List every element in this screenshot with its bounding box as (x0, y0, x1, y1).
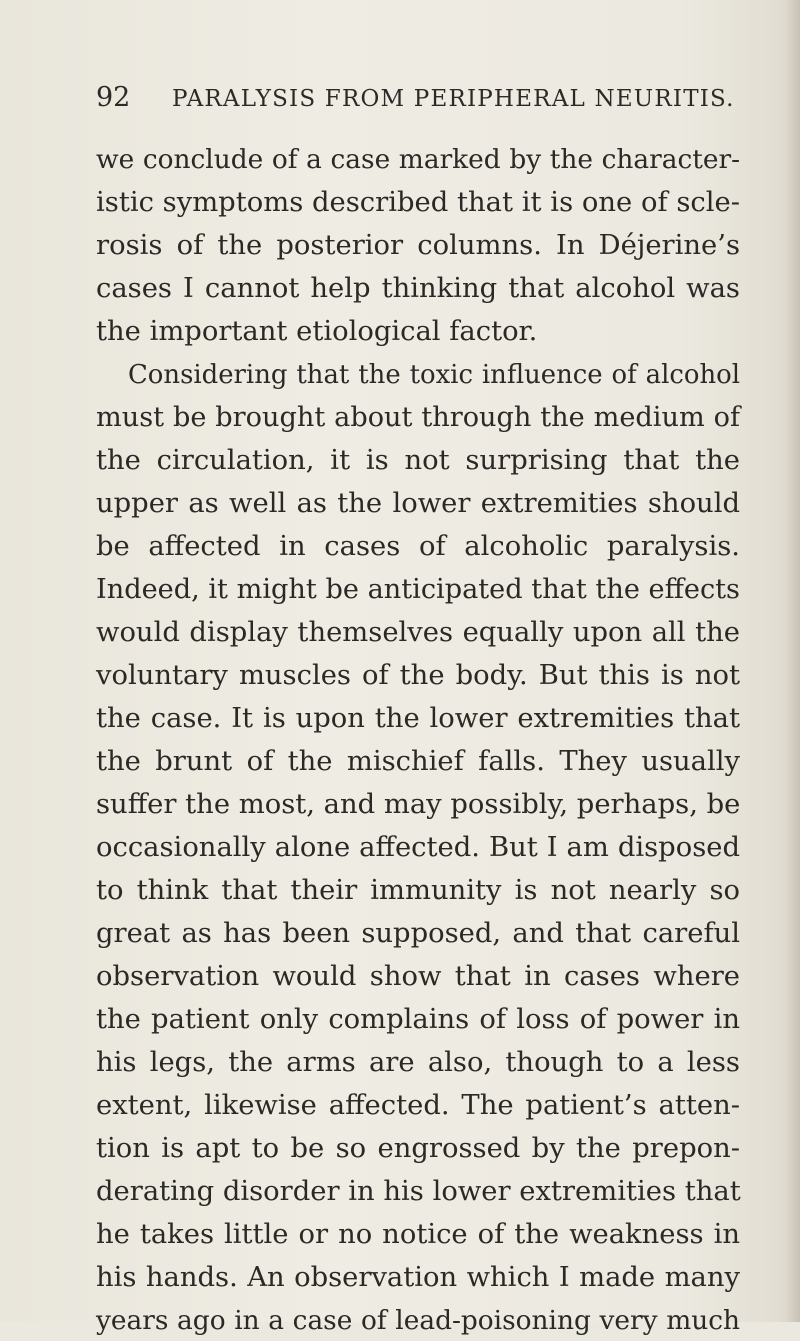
text-line: be affected in cases of alcoholic paralysis. (96, 531, 740, 562)
text-line: years ago in a case of lead-poisoning very much (96, 1305, 740, 1336)
text-line: voluntary muscles of the body. But this is not (96, 660, 740, 691)
text-line: upper as well as the lower extremities should (96, 488, 740, 519)
text-line: he takes little or no notice of the weakness in (96, 1219, 740, 1250)
text-line: Considering that the toxic influence of alcohol (128, 360, 740, 390)
text-line: occasionally alone affected. But I am disposed (96, 832, 740, 863)
page-number: 92 (96, 82, 131, 113)
text-line: derating disorder in his lower extremities that (96, 1176, 741, 1207)
text-line: the circulation, it is not surprising that the (96, 445, 740, 476)
text-line: rosis of the posterior columns. In Déjerine’s (96, 230, 740, 261)
text-line: the important etiological factor. (96, 316, 538, 347)
text-line: great as has been supposed, and that careful (96, 918, 740, 949)
text-line: observation would show that in cases where (96, 961, 740, 992)
text-line: extent, likewise affected. The patient’s atten- (96, 1090, 740, 1121)
text-line: must be brought about through the medium of (96, 402, 740, 433)
text-line: tion is apt to be so engrossed by the prepon- (96, 1133, 740, 1164)
text-line: would display themselves equally upon all the (96, 617, 740, 648)
text-line: his legs, the arms are also, though to a less (96, 1047, 740, 1078)
text-line: the brunt of the mischief falls. They usually (96, 746, 740, 777)
text-line: to think that their immunity is not nearly so (96, 875, 740, 906)
text-line: the case. It is upon the lower extremities that (96, 703, 740, 734)
running-head-title: PARALYSIS FROM PERIPHERAL NEURITIS. (172, 86, 735, 112)
text-line: istic symptoms described that it is one of scle- (96, 187, 740, 218)
text-line: the patient only complains of loss of power in (96, 1004, 740, 1035)
text-line: his hands. An observation which I made many (96, 1262, 740, 1293)
text-line: suffer the most, and may possibly, perhaps, be (96, 789, 741, 820)
text-line: Indeed, it might be anticipated that the effects (96, 574, 740, 605)
text-line: we conclude of a case marked by the character- (96, 144, 740, 175)
text-line: cases I cannot help thinking that alcohol was (96, 273, 740, 304)
